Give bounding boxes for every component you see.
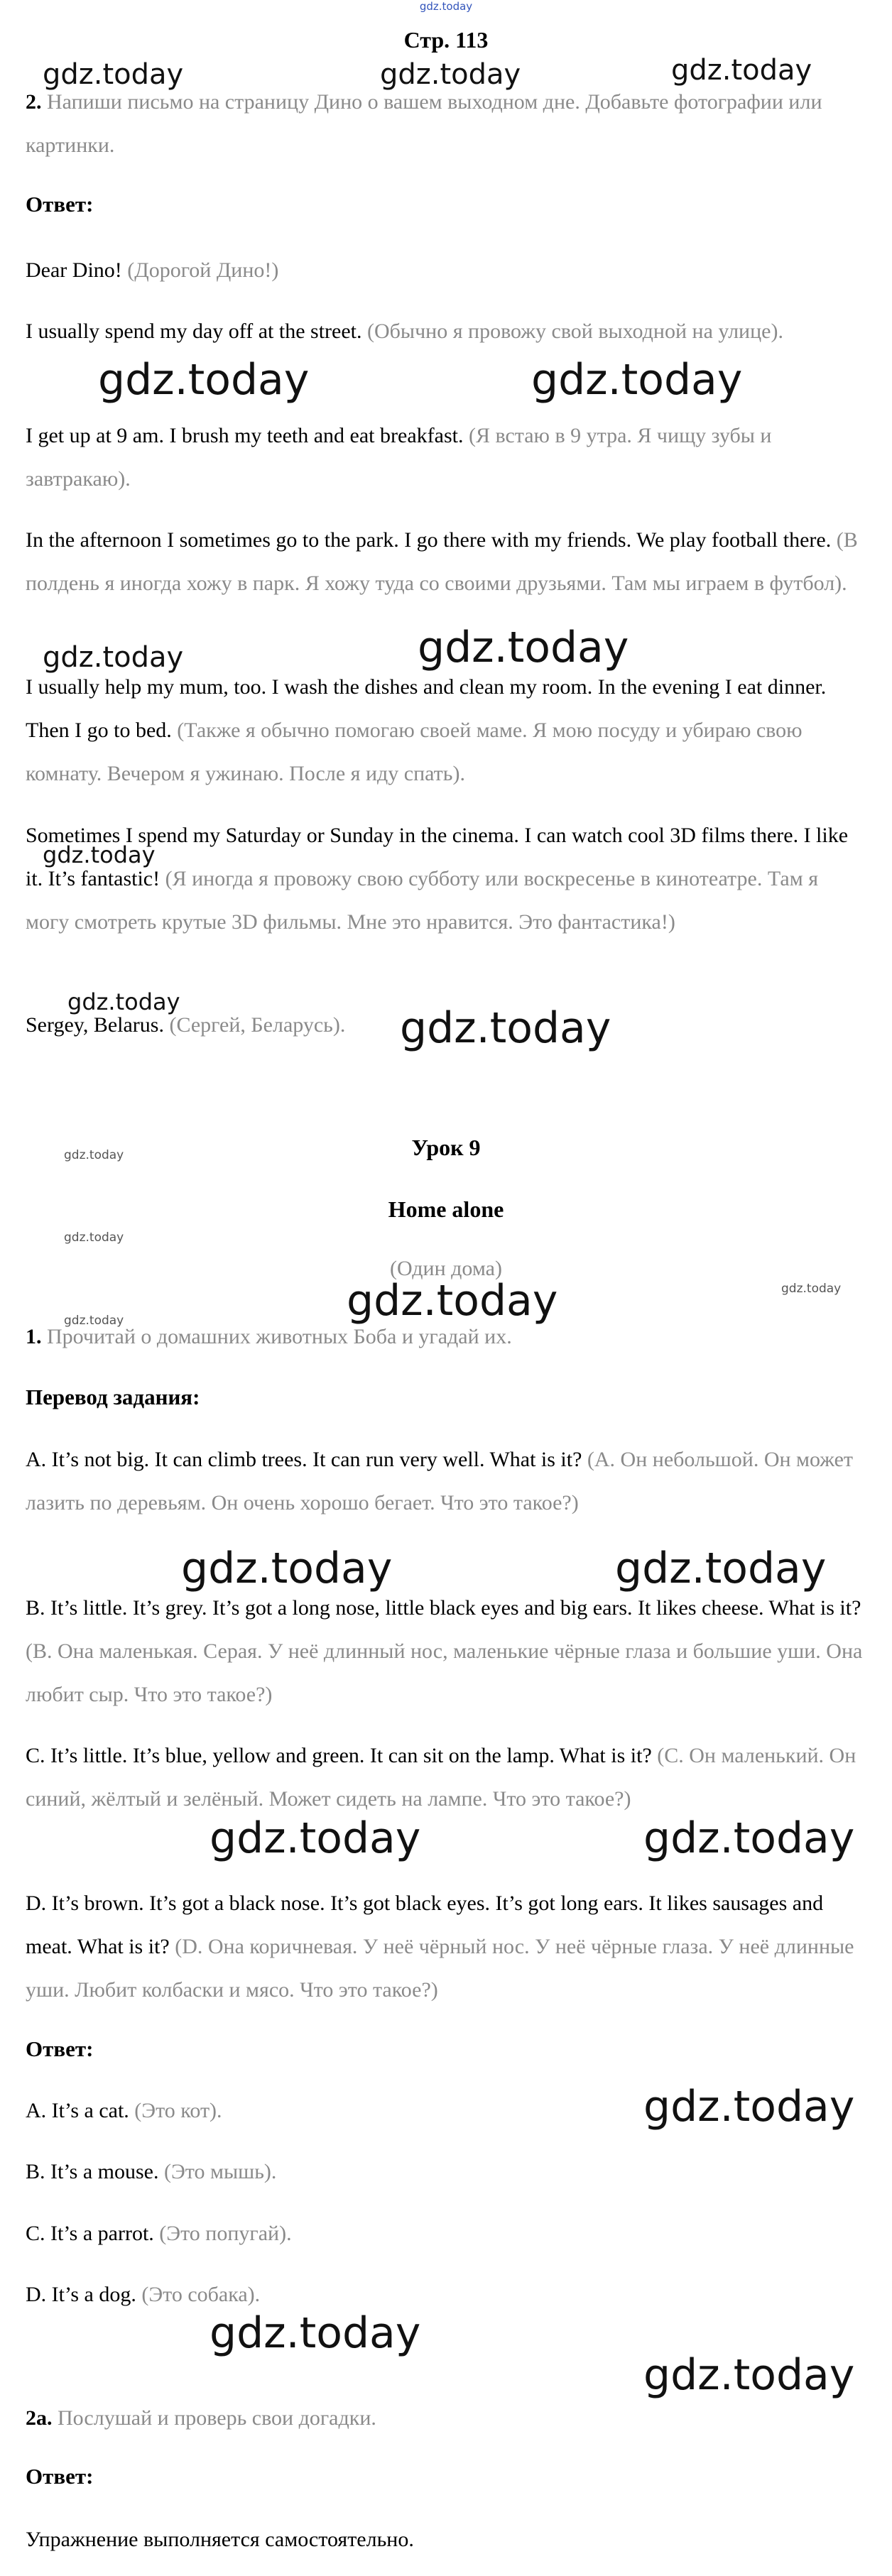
letter-ru: (Сергей, Беларусь). bbox=[169, 1013, 346, 1037]
letter-ru: (Я иногда я провожу свою субботу или воскресенье в кинотеатре. Там я могу смотреть крутые 3D фильмы. Мне это нравится. Это фантастика!) bbox=[26, 867, 819, 934]
letter-paragraph bbox=[26, 414, 864, 501]
watermark: gdz.today bbox=[43, 58, 184, 91]
task1-number: 1. bbox=[26, 1325, 42, 1348]
letter-ru: (Обычно я провожу свой выходной на улице). bbox=[367, 320, 783, 343]
task1-prompt-text: Прочитай о домашних животных Боба и угадай их. bbox=[47, 1325, 512, 1348]
answer-ru: (Это попугай). bbox=[159, 2222, 292, 2245]
answer-en: C. It’s a parrot. bbox=[26, 2222, 154, 2245]
riddle-ru: (С. Он маленький. Он синий, жёлтый и зелёный. Может сидеть на лампе. Что это такое?) bbox=[26, 1744, 856, 1811]
watermark: gdz.today bbox=[418, 623, 629, 672]
task2a-prompt-text: Послушай и проверь свои догадки. bbox=[58, 2406, 376, 2430]
task2a-prompt bbox=[26, 2396, 864, 2440]
letter-en: In the afternoon I sometimes go to the park. I go there with my friends. We play football there. bbox=[26, 528, 832, 552]
watermark: gdz.today bbox=[67, 988, 180, 1015]
answer-item bbox=[26, 2212, 864, 2255]
letter-paragraph bbox=[26, 518, 864, 605]
answer-en: D. It’s a dog. bbox=[26, 2283, 136, 2306]
answer-en: B. It’s a mouse. bbox=[26, 2160, 159, 2183]
task2-prompt bbox=[26, 80, 864, 167]
watermark: gdz.today bbox=[64, 1314, 124, 1328]
watermark: gdz.today bbox=[380, 58, 521, 91]
riddle-item bbox=[26, 1438, 864, 1524]
watermark: gdz.today bbox=[347, 1276, 558, 1326]
letter-paragraph bbox=[26, 249, 864, 292]
letter-en: Dear Dino! bbox=[26, 258, 122, 282]
answer-ru: (Это мышь). bbox=[164, 2160, 277, 2183]
watermark: gdz.today bbox=[43, 641, 184, 674]
lesson-title: Урок 9 bbox=[411, 1135, 481, 1160]
answer-ru: (Это собака). bbox=[141, 2283, 261, 2306]
answer-item bbox=[26, 2089, 864, 2132]
watermark: gdz.today bbox=[181, 1544, 393, 1593]
letter-paragraph bbox=[26, 814, 864, 944]
watermark: gdz.today bbox=[210, 1813, 421, 1863]
riddle-ru: (D. Она коричневая. У неё чёрный нос. У неё чёрные глаза. У неё длинные уши. Любит колбаски и мясо. Что это такое?) bbox=[26, 1935, 854, 2002]
letter-ru: (Дорогой Дино!) bbox=[127, 258, 279, 282]
lesson-subtitle-translation: (Один дома) bbox=[390, 1257, 502, 1280]
task2a-answer-label: Ответ: bbox=[26, 2464, 94, 2489]
letter-ru: (Я встаю в 9 утра. Я чищу зубы и завтракаю). bbox=[26, 424, 772, 491]
answer-ru: (Это кот). bbox=[134, 2099, 222, 2122]
task1-translation-label: Перевод задания: bbox=[26, 1385, 200, 1409]
watermark: gdz.today bbox=[64, 1230, 124, 1245]
watermark: gdz.today bbox=[400, 1003, 611, 1053]
watermark: gdz.today bbox=[98, 355, 310, 405]
task2a-number: 2a. bbox=[26, 2406, 53, 2430]
letter-en: I usually spend my day off at the street. bbox=[26, 320, 362, 343]
answer-item bbox=[26, 2273, 864, 2316]
letter-en: Sergey, Belarus. bbox=[26, 1013, 164, 1037]
watermark: gdz.today bbox=[781, 1282, 842, 1296]
riddle-ru: (В. Она маленькая. Серая. У неё длинный нос, маленькие чёрные глаза и большие уши. Она любит сыр. Что это такое?) bbox=[26, 1639, 863, 1706]
riddle-en: A. It’s not big. It can climb trees. It can run very well. What is it? bbox=[26, 1448, 582, 1471]
riddle-en: C. It’s little. It’s blue, yellow and green. It can sit on the lamp. What is it? bbox=[26, 1744, 652, 1767]
letter-en: I get up at 9 am. I brush my teeth and eat breakfast. bbox=[26, 424, 464, 447]
task2-prompt-text: Напиши письмо на страницу Дино о вашем выходном дне. Добавьте фотографии или картинки. bbox=[26, 90, 822, 157]
watermark: gdz.today bbox=[643, 2350, 855, 2400]
watermark: gdz.today bbox=[671, 54, 812, 87]
watermark: gdz.today bbox=[210, 2308, 421, 2358]
task1-prompt bbox=[26, 1315, 864, 1358]
letter-en: I usually help my mum, too. I wash the dishes and clean my room. In the evening I eat dinner. Then I go to bed. bbox=[26, 675, 827, 742]
riddle-item bbox=[26, 1734, 864, 1821]
letter-paragraph bbox=[26, 310, 864, 353]
task2a-answer-text: Упражнение выполняется самостоятельно. bbox=[26, 2528, 414, 2551]
watermark: gdz.today bbox=[64, 1148, 124, 1162]
letter-signature bbox=[26, 1003, 864, 1047]
watermark: gdz.today bbox=[43, 841, 156, 868]
letter-ru: (В полдень я иногда хожу в парк. Я хожу туда со своими друзьями. Там мы играем в футбол). bbox=[26, 528, 858, 595]
riddle-ru: (А. Он небольшой. Он может лазить по деревьям. Он очень хорошо бегает. Что это такое?) bbox=[26, 1448, 854, 1515]
task1-answer-label: Ответ: bbox=[26, 2036, 94, 2061]
riddle-item bbox=[26, 1586, 864, 1716]
riddle-item bbox=[26, 1882, 864, 2012]
watermark: gdz.today bbox=[643, 1813, 855, 1863]
task2-number: 2. bbox=[26, 90, 42, 114]
task2-answer-label: Ответ: bbox=[26, 192, 94, 217]
answer-item bbox=[26, 2150, 864, 2193]
letter-paragraph bbox=[26, 665, 864, 795]
answer-en: A. It’s a cat. bbox=[26, 2099, 129, 2122]
letter-en: Sometimes I spend my Saturday or Sunday in the cinema. I can watch cool 3D films there. I like it. It’s fantastic! bbox=[26, 824, 849, 890]
riddle-en: D. It’s brown. It’s got a black nose. It’s got black eyes. It’s got long ears. It likes sausages and meat. What is it? bbox=[26, 1892, 824, 1958]
riddle-en: B. It’s little. It’s grey. It’s got a long nose, little black eyes and big ears. It likes cheese. What is it? bbox=[26, 1596, 861, 1620]
watermark: gdz.today bbox=[643, 2082, 855, 2132]
watermark: gdz.today bbox=[531, 355, 743, 405]
page-number: Стр. 113 bbox=[403, 27, 489, 53]
watermark: gdz.today bbox=[615, 1544, 827, 1593]
letter-ru: (Также я обычно помогаю своей маме. Я мою посуду и убираю свою комнату. Вечером я ужинаю. После я иду спать). bbox=[26, 719, 803, 785]
top-watermark: gdz.today bbox=[419, 0, 473, 13]
lesson-subtitle: Home alone bbox=[388, 1196, 504, 1222]
